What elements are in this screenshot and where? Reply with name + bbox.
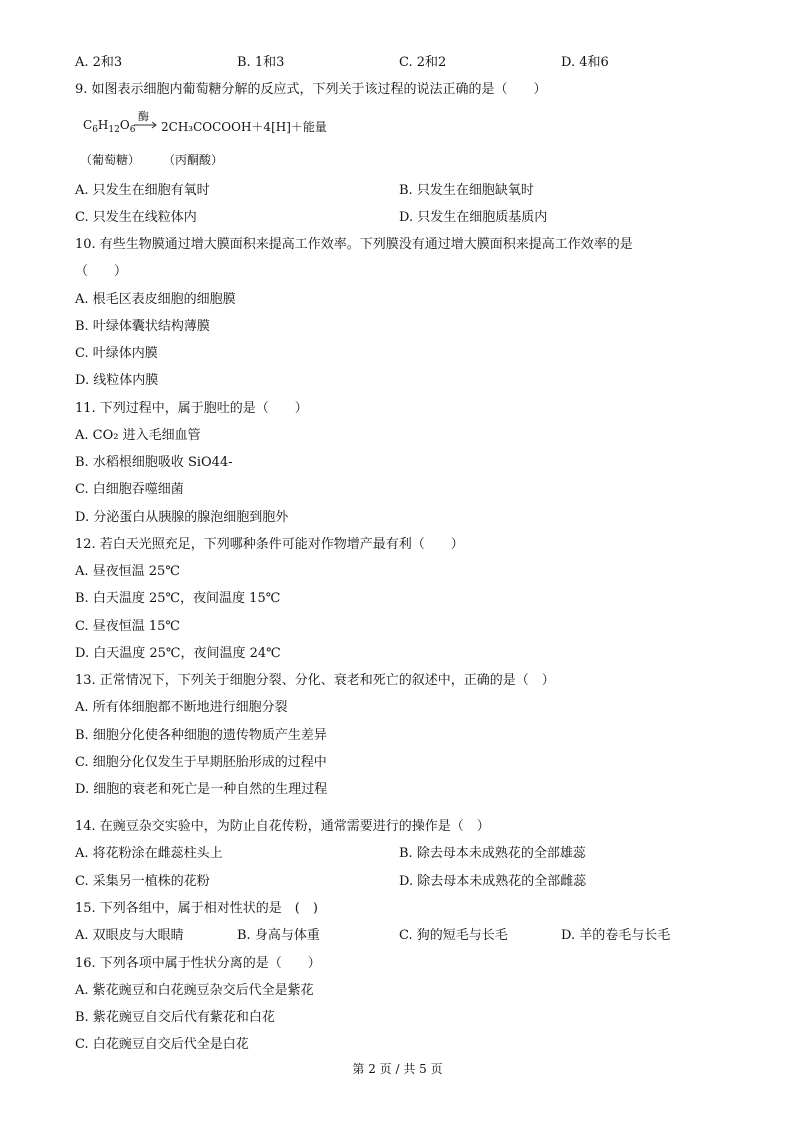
q10-stem: 10. 有些生物膜通过增大膜面积来提高工作效率。下列膜没有通过增大膜面积来提高工作效率的是 (75, 237, 633, 252)
q14-option-b: B. 除去母本未成熟花的全部雄蕊 (399, 846, 586, 861)
q9-label-glucose: （葡萄糖） (80, 153, 141, 167)
q11-option-c: C. 白细胞吞噬细菌 (75, 482, 184, 497)
q16-option-c: C. 白花豌豆自交后代全是白花 (75, 1037, 249, 1052)
q16-stem: 16. 下列各项中属于性状分离的是（ ） (75, 956, 321, 971)
q9-products: 2CH₃COCOOH＋4[H]＋能量 (161, 120, 327, 134)
q16-option-a: A. 紫花豌豆和白花豌豆杂交后代全是紫花 (75, 983, 314, 998)
q8-option-b: B. 1和3 (237, 55, 285, 70)
q13-option-b: B. 细胞分化使各种细胞的遗传物质产生差异 (75, 728, 327, 743)
q13-option-a: A. 所有体细胞都不断地进行细胞分裂 (75, 700, 288, 715)
q12-stem: 12. 若白天光照充足，下列哪种条件可能对作物增产最有利（ ） (75, 537, 464, 552)
q16-option-b: B. 紫花豌豆自交后代有紫花和白花 (75, 1010, 275, 1025)
q12-option-d: D. 白天温度 25℃，夜间温度 24℃ (75, 646, 281, 661)
q11-option-a: A. CO₂ 进入毛细血管 (75, 428, 201, 443)
q11-option-b: B. 水稻根细胞吸收 SiO44- (75, 455, 233, 470)
q10-option-a: A. 根毛区表皮细胞的细胞膜 (75, 292, 236, 307)
q9-enzyme-label: 酶 (138, 110, 149, 123)
q10-option-b: B. 叶绿体囊状结构薄膜 (75, 319, 210, 334)
q15-stem: 15. 下列各组中，属于相对性状的是 ( ) (75, 901, 318, 916)
reaction-arrow-icon (134, 112, 158, 130)
q9-option-a: A. 只发生在细胞有氧时 (75, 183, 210, 198)
q9-option-c: C. 只发生在线粒体内 (75, 210, 197, 225)
page-number: 第 2 页 / 共 5 页 (352, 1062, 443, 1076)
q15-option-c: C. 狗的短毛与长毛 (399, 928, 508, 943)
q8-option-a: A. 2和3 (75, 55, 123, 70)
q14-option-c: C. 采集另一植株的花粉 (75, 874, 210, 889)
q12-option-a: A. 昼夜恒温 25℃ (75, 564, 180, 579)
q14-option-d: D. 除去母本未成熟花的全部雌蕊 (399, 874, 587, 889)
q15-option-b: B. 身高与体重 (237, 928, 320, 943)
q15-option-a: A. 双眼皮与大眼睛 (75, 928, 184, 943)
q12-option-c: C. 昼夜恒温 15℃ (75, 619, 180, 634)
q8-option-d: D. 4和6 (561, 55, 609, 70)
q11-option-d: D. 分泌蛋白从胰腺的腺泡细胞到胞外 (75, 510, 289, 525)
q10-option-c: C. 叶绿体内膜 (75, 346, 158, 361)
q8-option-c: C. 2和2 (399, 55, 447, 70)
q10-stem-cont: （ ） (75, 264, 128, 279)
q9-stem: 9. 如图表示细胞内葡萄糖分解的反应式，下列关于该过程的说法正确的是（ ） (75, 82, 547, 97)
q9-label-pyruvate: （丙酮酸） (163, 153, 224, 167)
q14-option-a: A. 将花粉涂在雌蕊柱头上 (75, 846, 223, 861)
q13-option-d: D. 细胞的衰老和死亡是一种自然的生理过程 (75, 782, 328, 797)
q13-option-c: C. 细胞分化仅发生于早期胚胎形成的过程中 (75, 755, 327, 770)
q9-option-b: B. 只发生在细胞缺氧时 (399, 183, 534, 198)
q14-stem: 14. 在豌豆杂交实验中，为防止自花传粉，通常需要进行的操作是（ ） (75, 819, 490, 834)
q9-option-d: D. 只发生在细胞质基质内 (399, 210, 548, 225)
q15-option-d: D. 羊的卷毛与长毛 (561, 928, 671, 943)
q10-option-d: D. 线粒体内膜 (75, 373, 159, 388)
q11-stem: 11. 下列过程中，属于胞吐的是（ ） (75, 401, 308, 416)
q12-option-b: B. 白天温度 25℃，夜间温度 15℃ (75, 591, 281, 606)
q13-stem: 13. 正常情况下，下列关于细胞分裂、分化、衰老和死亡的叙述中，正确的是（ ） (75, 673, 555, 688)
q9-reactant: $C_6H_{12}O_6$ (83, 118, 136, 135)
